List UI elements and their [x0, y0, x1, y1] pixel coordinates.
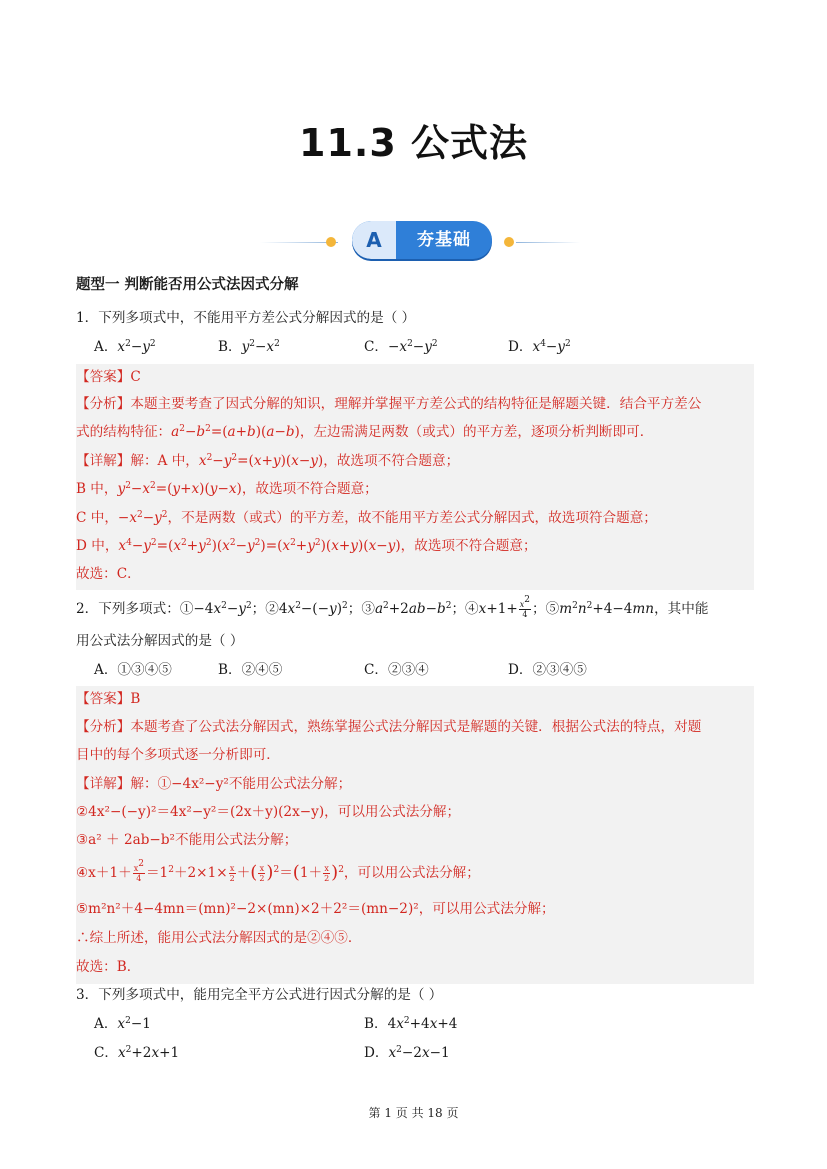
page-title: 11.3 公式法: [299, 121, 528, 165]
banner-dot-left-icon: [326, 237, 336, 247]
q2-detail-2: [76, 801, 460, 823]
q2-detail-4-post: ，可以用公式法分解；: [343, 865, 480, 881]
q3-option-a-letter: A．: [94, 1016, 118, 1032]
q2-option-c-text: ②③④: [388, 662, 429, 678]
q2-detail-5-post: ，可以用公式法分解；: [418, 901, 555, 917]
banner-line-right: [516, 242, 580, 243]
q2-option-b-letter: B．: [218, 662, 242, 678]
q1-option-b-letter: B．: [218, 339, 242, 355]
q1-option-d-letter: D．: [508, 339, 533, 355]
q1-answer: 【答案】C: [76, 369, 141, 385]
q2-option-d-letter: D．: [508, 662, 533, 678]
q2-detail-1-pre: 【详解】解：: [76, 776, 158, 792]
q1-detail-a-pre: 【详解】解：A 中，: [76, 453, 199, 469]
q1-detail-a-post: ，故选项不符合题意；: [323, 453, 460, 469]
q1-detail-b-post: ，故选项不符合题意；: [241, 481, 378, 497]
q2-stem-pre: 2．下列多项式：: [76, 601, 180, 617]
q1-option-b: B．$y^2-x^2$: [218, 339, 280, 355]
q1-detail-d: D 中，$x^4-y^2=(x^2+y^2)(x^2-y^2)=(x^2+y^2)(x+y)(x-y)$，故选项不符合题意；: [76, 538, 537, 554]
page-footer: 第 1 页 共 18 页: [368, 1106, 459, 1120]
q2-option-a-text: ①③④⑤: [117, 662, 172, 678]
q1-detail-d-pre: D 中，: [76, 538, 119, 554]
q2-option-a-letter: A．: [94, 662, 118, 678]
banner-pill: [352, 221, 492, 259]
q3-option-b: B．$4x^2+4x+4$: [364, 1016, 458, 1032]
q2-option-d-text: ②③④⑤: [532, 662, 587, 678]
banner-label: 夯基础: [417, 230, 471, 250]
q1-stem: 1．下列多项式中，不能用平方差公式分解因式的是（ ）: [76, 310, 416, 326]
q2-analysis-line-1: 【分析】本题考查了公式法分解因式，熟练掌握公式法分解因式是解题的关键．根据公式法的特点，对题: [76, 719, 702, 735]
q2-option-c-letter: C．: [364, 662, 388, 678]
q1-analysis-2a: 式的结构特征：: [76, 424, 172, 440]
q1-option-a-letter: A．: [94, 339, 118, 355]
q1-detail-c: C 中，$-x^2-y^2$，不是两数（或式）的平方差，故不能用平方差公式分解因式，故选项符合题意；: [76, 510, 657, 526]
q1-option-d: D．$x^4-y^2$: [508, 339, 571, 355]
q1-analysis-2b: ，左边需满足两数（或式）的平方差，逐项分析判断即可．: [299, 424, 654, 440]
q1-analysis-line-2: 式的结构特征：$a^2-b^2=(a+b)(a-b)$，左边需满足两数（或式）的平方差，逐项分析判断即可．: [76, 424, 654, 440]
q2-option-a: [94, 659, 172, 681]
q2-detail-5: [76, 898, 555, 920]
q1-detail-c-post: ，不是两数（或式）的平方差，故不能用平方差公式分解因式，故选项符合题意；: [167, 510, 657, 526]
q2-detail-2-post: ，可以用公式法分解；: [324, 804, 461, 820]
section-heading: 题型一 判断能否用公式法因式分解: [76, 277, 299, 293]
q3-option-b-letter: B．: [364, 1016, 388, 1032]
q2-answer: 【答案】B: [76, 691, 141, 707]
q1-option-a: A．$x^2-y^2$: [94, 339, 156, 355]
q3-option-d-letter: D．: [364, 1045, 389, 1061]
q2-option-c: [364, 659, 429, 681]
q2-conclusion: 故选：B．: [76, 959, 141, 975]
q2-detail-1-text: ①−4x²−y²不能用公式法分解；: [157, 776, 352, 792]
q1-option-c-letter: C．: [364, 339, 388, 355]
q1-conclusion: 故选：C．: [76, 566, 141, 582]
q3-option-c-letter: C．: [94, 1045, 118, 1061]
q3-option-a: A．$x^2-1$: [94, 1016, 151, 1032]
q1-detail-c-pre: C 中，: [76, 510, 118, 526]
q1-analysis-line-1: 【分析】本题主要考查了因式分解的知识，理解并掌握平方差公式的结构特征是解题关键．结合平方差公: [76, 396, 702, 412]
q2-detail-2-math: ②4x²−(−y)²＝4x²−y²＝(2x＋y)(2x−y): [76, 804, 325, 820]
q1-option-c: C．$-x^2-y^2$: [364, 339, 438, 355]
q2-stem-line-1: 2．下列多项式：$①-4x^2-y^2$；$②4x^2-(-y)^2$；$③a^2+2ab-b^2$；④x+1+ $\frac{x^2}{4}$ ；$⑤m^2n^2+4-4mn$，其中能: [76, 595, 709, 619]
q3-option-c: C．$x^2+2x+1$: [94, 1045, 180, 1061]
q2-detail-3: ③a² ＋ 2ab−b²不能用公式法分解；: [76, 832, 298, 848]
q2-detail-4: ④x＋1＋ $\frac{x^2}{4}$ $=1^2+2\times 1\times$ $\frac{x}{2}$ ＋( $\frac{x}{2}$ )$^2$＝(1＋ $\frac{x}{2}$ )$^2$，可以用公式法分解；: [76, 859, 480, 883]
q2-option-b: [218, 659, 282, 681]
q2-option-d: [508, 659, 587, 681]
q1-detail-b: B 中，$y^2-x^2=(y+x)(y-x)$，故选项不符合题意；: [76, 481, 378, 497]
q2-detail-5-math: ⑤m²n²＋4−4mn＝(mn)²−2×(mn)×2＋2²＝(mn−2)²: [76, 901, 419, 917]
q1-detail-b-pre: B 中，: [76, 481, 118, 497]
q2-option-b-text: ②④⑤: [241, 662, 283, 678]
q2-stem-line-2: 用公式法分解因式的是（ ）: [76, 633, 244, 649]
banner-dot-right-icon: [504, 237, 514, 247]
q3-option-d: D．$x^2-2x-1$: [364, 1045, 450, 1061]
q2-summary: ∴综上所述，能用公式法分解因式的是②④⑤．: [76, 930, 362, 946]
q1-detail-a: 【详解】解：A 中，$x^2-y^2=(x+y)(x-y)$，故选项不符合题意；: [76, 453, 460, 469]
banner-letter: A: [352, 221, 396, 259]
q2-stem-post: ，其中能: [654, 601, 709, 617]
q2-analysis-line-2: 目中的每个多项式逐一分析即可．: [76, 747, 280, 763]
section-banner: [250, 221, 580, 261]
q3-stem: 3．下列多项式中，能用完全平方公式进行因式分解的是（ ）: [76, 987, 443, 1003]
q1-detail-d-post: ，故选项不符合题意；: [400, 538, 537, 554]
q2-detail-1: [76, 773, 351, 795]
